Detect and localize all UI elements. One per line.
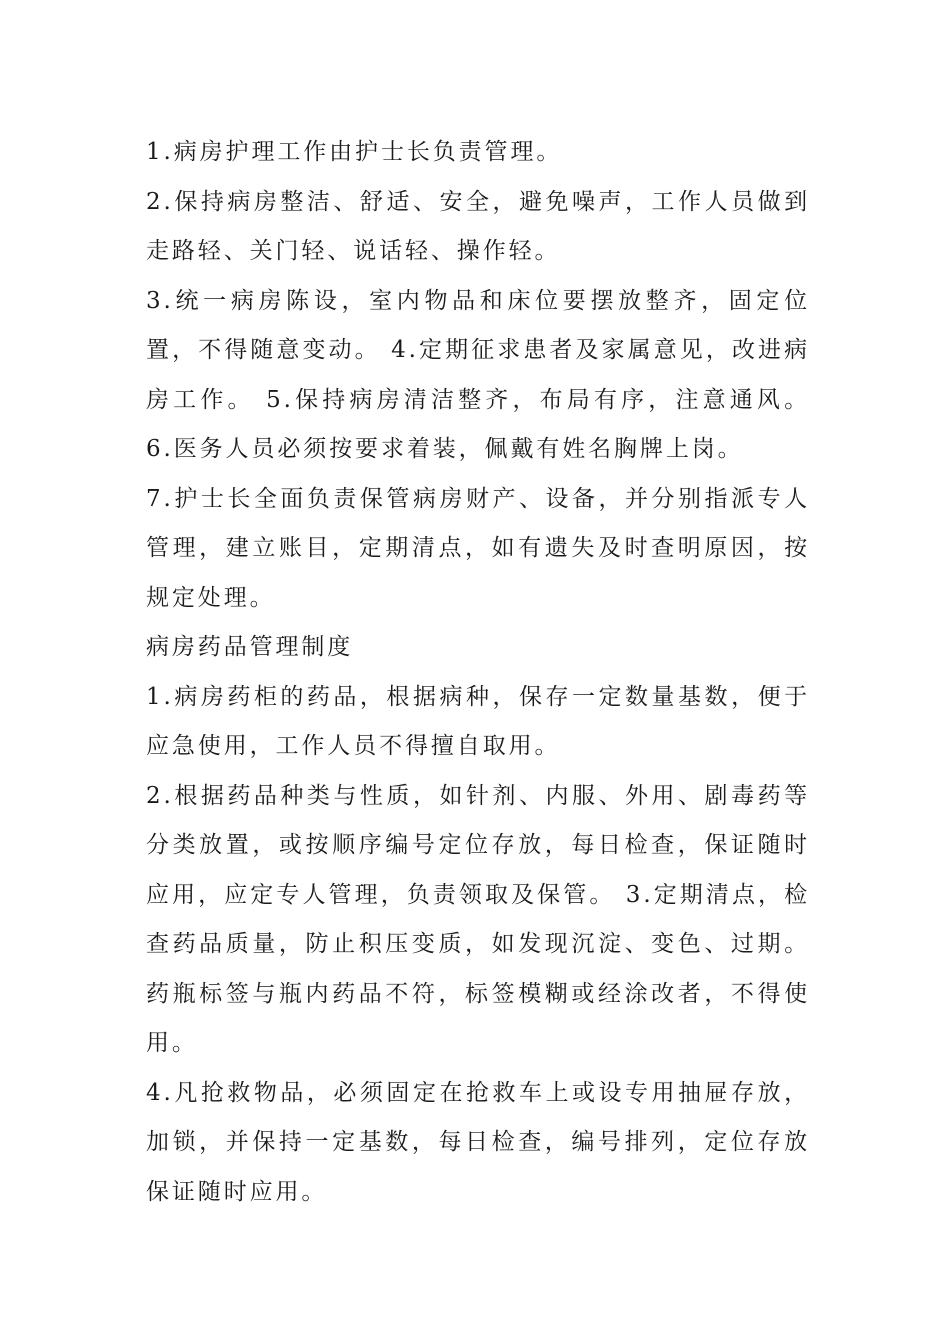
paragraph-ward-environment: 2.保持病房整洁、舒适、安全，避免噪声，工作人员做到走路轻、关门轻、说话轻、操作轻。 <box>146 188 810 264</box>
document-body <box>146 128 810 1217</box>
paragraph-drug-cabinet: 1.病房药柜的药品，根据病种，保存一定数量基数，便于应急使用，工作人员不得擅自取用。 <box>146 683 810 759</box>
paragraph-emergency-supplies: 4.凡抢救物品，必须固定在抢救车上或设专用抽屉存放，加锁，并保持一定基数，每日检查，编号排列，定位存放保证随时应用。 <box>146 1079 810 1205</box>
paragraph-ward-furnishings: 3.统一病房陈设，室内物品和床位要摆放整齐，固定位置，不得随意变动。 4.定期征求患者及家属意见，改进病房工作。 5.保持病房清洁整齐，布局有序，注意通风。 6.医务人员必须按要求着装，佩戴有姓名胸牌上岗。 <box>146 287 810 462</box>
paragraph-ward-nursing-management: 1.病房护理工作由护士长负责管理。 <box>146 139 563 165</box>
paragraph-drug-classification: 2.根据药品种类与性质，如针剂、内服、外用、剧毒药等分类放置，或按顺序编号定位存放，每日检查，保证随时应用，应定专人管理，负责领取及保管。 3.定期清点，检查药品质量，防止积压变质，如发现沉淀、变色、过期。药瓶标签与瓶内药品不符，标签模糊或经涂改者，不得使用。 <box>146 782 810 1056</box>
paragraph-ward-property: 7.护士长全面负责保管病房财产、设备，并分别指派专人管理，建立账目，定期清点，如有遗失及时查明原因，按规定处理。 <box>146 485 810 611</box>
section-heading-drug-management: 病房药品管理制度 <box>146 634 354 660</box>
